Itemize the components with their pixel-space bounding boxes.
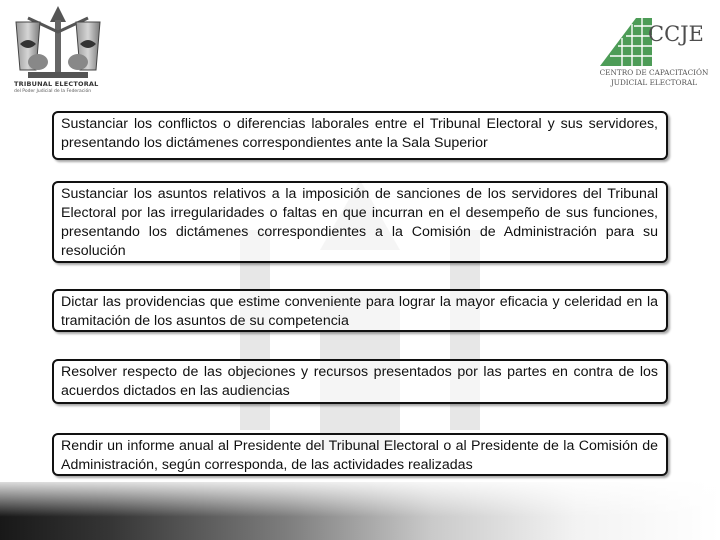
bottom-gradient-fade (0, 482, 720, 540)
ccje-mark: CCJE (648, 22, 704, 46)
logo-left-subtitle: del Poder Judicial de la Federación (14, 89, 92, 94)
logo-left-title: TRIBUNAL ELECTORAL (14, 80, 99, 88)
ccje-logo (592, 8, 718, 98)
ccje-name-line1: CENTRO DE CAPACITACIÓN (599, 68, 709, 77)
function-text-4: Resolver respecto de las objeciones y recursos presentados por las partes en contra de los acuerdos dictados en las audiencias (61, 364, 658, 399)
function-box-1 (52, 111, 668, 160)
function-text-2: Sustanciar los asuntos relativos a la imposición de sanciones de los servidores del Tribunal Electoral por las irregularidades o faltas en que incurran en el desempeño de sus funciones, presentando los dictámenes correspondientes a la Comisión de Administración para su resolución (61, 186, 658, 259)
function-text-1: Sustanciar los conflictos o diferencias laborales entre el Tribunal Electoral y sus servidores, presentando los dictámenes correspondientes ante la Sala Superior (61, 116, 658, 151)
function-text-5: Rendir un informe anual al Presidente del Tribunal Electoral o al Presidente de la Comisión de Administración, según corresponda, de las actividades realizadas (61, 438, 658, 473)
ccje-name-line2: JUDICIAL ELECTORAL (610, 78, 698, 87)
function-box-3 (52, 289, 668, 332)
function-box-4 (52, 359, 668, 404)
function-text-3: Dictar las providencias que estime conveniente para lograr la mayor eficacia y celeridad en la tramitación de los asuntos de su competencia (61, 294, 658, 329)
building-logo-icon (596, 10, 656, 68)
function-box-5 (52, 433, 668, 476)
function-box-2 (52, 181, 668, 263)
